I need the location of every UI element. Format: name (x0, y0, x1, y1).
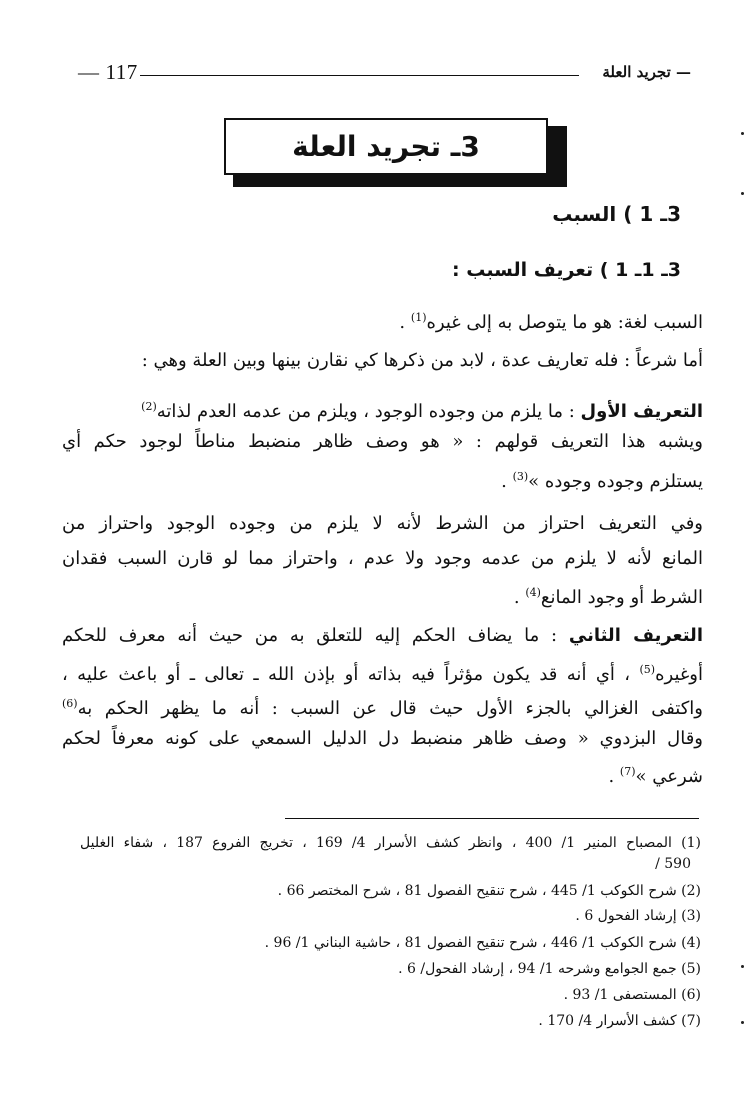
footnote-ref: (5) (639, 663, 656, 676)
paragraph-line (62, 545, 703, 573)
paragraph-line (62, 428, 703, 456)
text: . (513, 587, 520, 608)
footnote-ref: (6) (62, 697, 78, 710)
paragraph-line (514, 579, 703, 612)
footnote: (3) إرشاد الفحول 6 . (575, 908, 701, 924)
paragraph-line (62, 510, 703, 538)
text: أما شرعاً : فله تعاريف عدة ، لابد من ذكرها كي نقارن بينها وبين العلة وهي : (141, 350, 703, 371)
footnote-ref: (3) (512, 470, 529, 483)
paragraph-line (62, 656, 703, 689)
footnote: (1) المصباح المنير 1/ 400 ، وانظر كشف الأسرار 4/ 169 ، تخريج الفروع 187 ، شفاء الغليل (80, 835, 701, 851)
chapter-title-box (224, 118, 548, 175)
text: السبب لغة: هو ما يتوصل به إلى غيره (426, 312, 703, 333)
footnote: (4) شرح الكوكب 1/ 446 ، شرح تنقيح الفصول 81 ، حاشية البناني 1/ 96 . (264, 935, 701, 951)
text: أوغيره (655, 664, 703, 685)
running-title: تجريد العلة (602, 63, 671, 81)
footnote: (5) جمع الجوامع وشرحه 1/ 94 ، إرشاد الفحول/ 6 . (398, 961, 701, 977)
header-dash-right: — (676, 63, 691, 81)
footnote-ref: (7) (619, 765, 636, 778)
paragraph-line (142, 347, 703, 375)
paragraph-line (62, 725, 703, 753)
scan-mark (741, 192, 744, 195)
running-title-block (602, 63, 691, 81)
footnote: (2) شرح الكوكب 1/ 445 ، شرح تنقيح الفصول 81 ، شرح المختصر 66 . (277, 883, 701, 899)
page-number: 117 (105, 60, 138, 84)
subsection-heading: 3ـ 1ـ 1 ) تعريف السبب : (452, 259, 681, 281)
paragraph-line (141, 393, 703, 426)
text: وقال البزدوي « وصف ظاهر منضبط دل الدليل السمعي على كونه معرفاً لحكم (62, 728, 703, 749)
text: المانع لأنه لا يلزم من عدمه وجود ولا عدم ، واحتراز مما لو قارن السبب فقدان (62, 548, 703, 569)
chapter-title: 3ـ تجريد العلة (292, 130, 480, 163)
section-heading: 3ـ 1 ) السبب (552, 202, 681, 226)
footnote-rule (285, 818, 699, 819)
text: . (399, 312, 406, 333)
footnote: (7) كشف الأسرار 4/ 170 . (538, 1013, 701, 1029)
text: : ما يلزم من وجوده الوجود ، ويلزم من عدمه العدم لذاته (156, 401, 575, 422)
page-number-block (78, 60, 144, 85)
footnote-ref: (2) (141, 400, 157, 413)
text: . (501, 471, 507, 492)
text: واكتفى الغزالي بالجزء الأول حيث قال عن السبب : أنه ما يظهر الحكم به (77, 698, 703, 719)
paragraph-line (501, 463, 703, 496)
definition-label: التعريف الثاني (568, 625, 703, 646)
text: ويشبه هذا التعريف قولهم : « هو وصف ظاهر منضبط مناطاً لوجود حكم أي (62, 431, 703, 452)
text: . (608, 766, 615, 787)
text: يستلزم وجوده وجوده » (528, 471, 703, 492)
paragraph-line (62, 622, 703, 650)
scan-mark (741, 132, 744, 135)
definition-label: التعريف الأول (580, 401, 703, 422)
footnote-ref: (4) (525, 586, 541, 599)
footnote-ref: (1) (410, 311, 427, 324)
footnote: (6) المستصفى 1/ 93 . (563, 987, 701, 1003)
paragraph-line (62, 690, 703, 723)
paragraph-line (399, 304, 703, 337)
text: الشرط أو وجود المانع (540, 587, 703, 608)
scan-mark (741, 1021, 744, 1024)
footnote-continuation: 590 / (655, 856, 691, 872)
text: شرعي » (635, 766, 703, 787)
paragraph-line (608, 758, 703, 791)
text: وفي التعريف احتراز من الشرط لأنه لا يلزم من وجوده الوجود واحتراز من (62, 513, 703, 534)
scan-mark (741, 965, 744, 968)
text: ، أي أنه قد يكون مؤثراً فيه بذاته أو بإذن الله ـ تعالى ـ أو باعث عليه ، (62, 664, 631, 685)
header-rule (140, 75, 579, 76)
header-dash-left: — (78, 60, 100, 84)
text: : ما يضاف الحكم إليه للتعلق به من حيث أنه معرف للحكم (62, 625, 558, 646)
